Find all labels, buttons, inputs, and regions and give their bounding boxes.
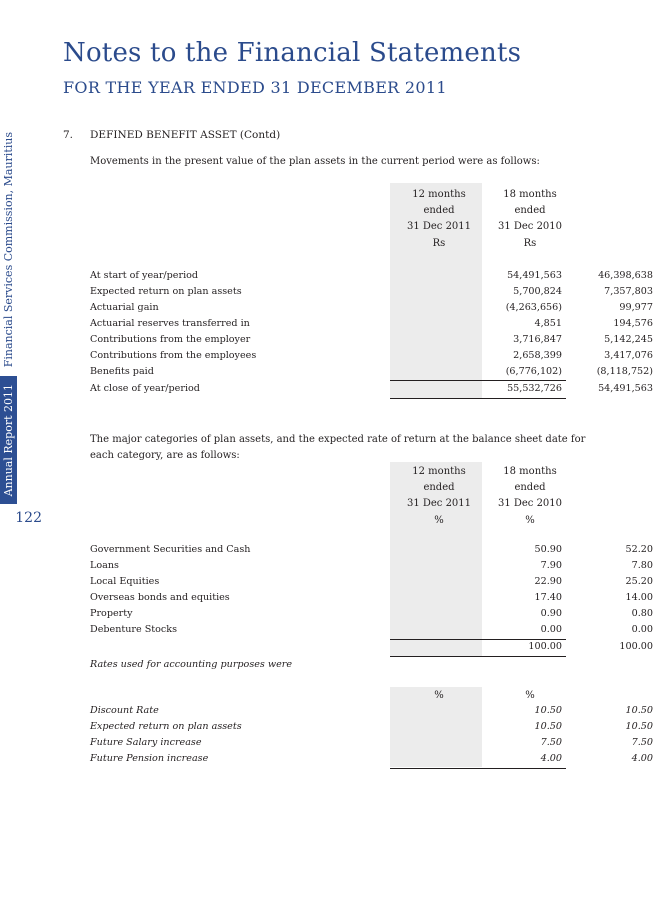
page-number: 122 <box>15 510 42 526</box>
header-line: 31 Dec 2010 <box>497 221 563 233</box>
value-2011: 4.00 <box>540 753 562 764</box>
value-2011: 10.50 <box>534 705 562 716</box>
value-2011: 0.00 <box>540 624 562 635</box>
rates-unit-2010: % <box>525 690 535 701</box>
header-line: % <box>525 514 535 526</box>
table-row <box>90 736 653 752</box>
header-line: 18 months <box>503 466 557 477</box>
total-rule <box>390 398 566 399</box>
header-line: 31 Dec 2011 <box>406 221 472 233</box>
table-row <box>90 704 653 720</box>
sidebar-organisation <box>0 130 17 370</box>
value-2011: 7.90 <box>540 560 562 571</box>
value-2010: 5,142,245 <box>604 334 653 345</box>
row-label: Local Equities <box>90 576 160 587</box>
value-2010: 25.20 <box>625 576 653 587</box>
table-row <box>90 623 653 639</box>
value-2011: 50.90 <box>534 544 562 555</box>
value-2011: 4,851 <box>534 318 562 329</box>
report-label: Annual Report 2011 <box>2 383 15 497</box>
movements-column-header-2010 <box>484 187 576 252</box>
value-2010: 99,977 <box>619 302 653 313</box>
value-2010: 46,398,638 <box>598 270 653 281</box>
table-row <box>90 720 653 736</box>
row-label: Future Pension increase <box>90 753 209 764</box>
row-label: Expected return on plan assets <box>90 721 242 732</box>
total-2011: 100.00 <box>528 641 562 652</box>
page-title: Notes to the Financial Statements <box>63 38 522 68</box>
value-2011: 54,491,563 <box>507 270 562 281</box>
value-2011: 0.90 <box>540 608 562 619</box>
row-label: Benefits paid <box>90 366 154 377</box>
value-2011: 5,700,824 <box>513 286 562 297</box>
table-row <box>90 559 653 575</box>
header-line: ended <box>423 205 455 217</box>
value-2010: (8,118,752) <box>596 366 653 377</box>
row-label: Property <box>90 608 133 619</box>
categories-intro: The major categories of plan assets, and the expected rate of return at the balance sheet date for each category, are as follows: <box>90 434 586 461</box>
categories-column-header-2010 <box>484 464 576 529</box>
table-row <box>90 333 653 349</box>
header-line: 31 Dec 2010 <box>497 498 563 510</box>
section-number: 7. <box>63 129 74 141</box>
table-row <box>90 317 653 333</box>
value-2010: 4.00 <box>631 753 653 764</box>
total-2010: 100.00 <box>619 641 653 652</box>
value-2010: 0.80 <box>631 608 653 619</box>
row-label: At start of year/period <box>90 270 199 281</box>
header-line: Rs <box>432 237 446 249</box>
table-row <box>90 575 653 591</box>
table-row <box>90 607 653 623</box>
header-line: 12 months <box>412 466 466 477</box>
value-2010: 7.50 <box>631 737 653 748</box>
value-2010: 7,357,803 <box>604 286 653 297</box>
table-row-total <box>90 640 653 656</box>
row-label: Debenture Stocks <box>90 624 178 635</box>
header-line: Rs <box>523 237 537 249</box>
sidebar-report-tab <box>0 376 17 504</box>
table-row-total <box>90 382 653 398</box>
value-2011: (6,776,102) <box>505 366 562 377</box>
table-row <box>90 285 653 301</box>
page-subtitle: FOR THE YEAR ENDED 31 DECEMBER 2011 <box>63 78 447 97</box>
header-line: ended <box>514 482 546 494</box>
table-row <box>90 752 653 768</box>
header-line: ended <box>514 205 546 217</box>
table-row <box>90 543 653 559</box>
table-row <box>90 365 653 381</box>
value-2010: 52.20 <box>625 544 653 555</box>
organisation-label: Financial Services Commission, Mauritius <box>2 132 15 368</box>
value-2010: 14.00 <box>625 592 653 603</box>
value-2011: 22.90 <box>534 576 562 587</box>
table-row <box>90 349 653 365</box>
row-label: Government Securities and Cash <box>90 544 251 555</box>
value-2011: (4,263,656) <box>505 302 562 313</box>
total-rule <box>390 768 566 769</box>
row-label: Actuarial reserves transferred in <box>90 318 250 329</box>
movements-column-header-2011 <box>393 187 485 252</box>
value-2010: 7.80 <box>631 560 653 571</box>
value-2010: 0.00 <box>631 624 653 635</box>
rates-intro: Rates used for accounting purposes were <box>90 659 293 670</box>
value-2011: 10.50 <box>534 721 562 732</box>
row-label: Future Salary increase <box>90 737 202 748</box>
value-2010: 54,491,563 <box>598 383 653 394</box>
value-2011: 7.50 <box>540 737 562 748</box>
header-line: % <box>434 514 444 526</box>
value-2010: 10.50 <box>625 705 653 716</box>
table-row <box>90 591 653 607</box>
value-2011: 55,532,726 <box>507 383 562 394</box>
categories-column-header-2011 <box>393 464 485 529</box>
header-line: 12 months <box>412 189 466 200</box>
header-line: 31 Dec 2011 <box>406 498 472 510</box>
table-row <box>90 301 653 317</box>
value-2011: 2,658,399 <box>513 350 562 361</box>
row-label: Actuarial gain <box>90 302 159 313</box>
value-2011: 3,716,847 <box>513 334 562 345</box>
value-2010: 3,417,076 <box>604 350 653 361</box>
row-label: Expected return on plan assets <box>90 286 242 297</box>
header-line: ended <box>423 482 455 494</box>
movements-intro: Movements in the present value of the plan assets in the current period were as follows: <box>90 156 540 167</box>
total-rule <box>390 656 566 657</box>
row-label: Loans <box>90 560 119 571</box>
row-label: Contributions from the employees <box>90 350 257 361</box>
rates-unit-2011: % <box>434 690 444 701</box>
row-label: At close of year/period <box>90 383 200 394</box>
header-line: 18 months <box>503 189 557 200</box>
value-2010: 10.50 <box>625 721 653 732</box>
section-title: DEFINED BENEFIT ASSET (Contd) <box>90 129 281 141</box>
row-label: Contributions from the employer <box>90 334 251 345</box>
row-label: Discount Rate <box>90 705 159 716</box>
row-label: Overseas bonds and equities <box>90 592 230 603</box>
table-row <box>90 269 653 285</box>
value-2011: 17.40 <box>534 592 562 603</box>
subtotal-rule <box>390 380 566 381</box>
value-2010: 194,576 <box>613 318 653 329</box>
